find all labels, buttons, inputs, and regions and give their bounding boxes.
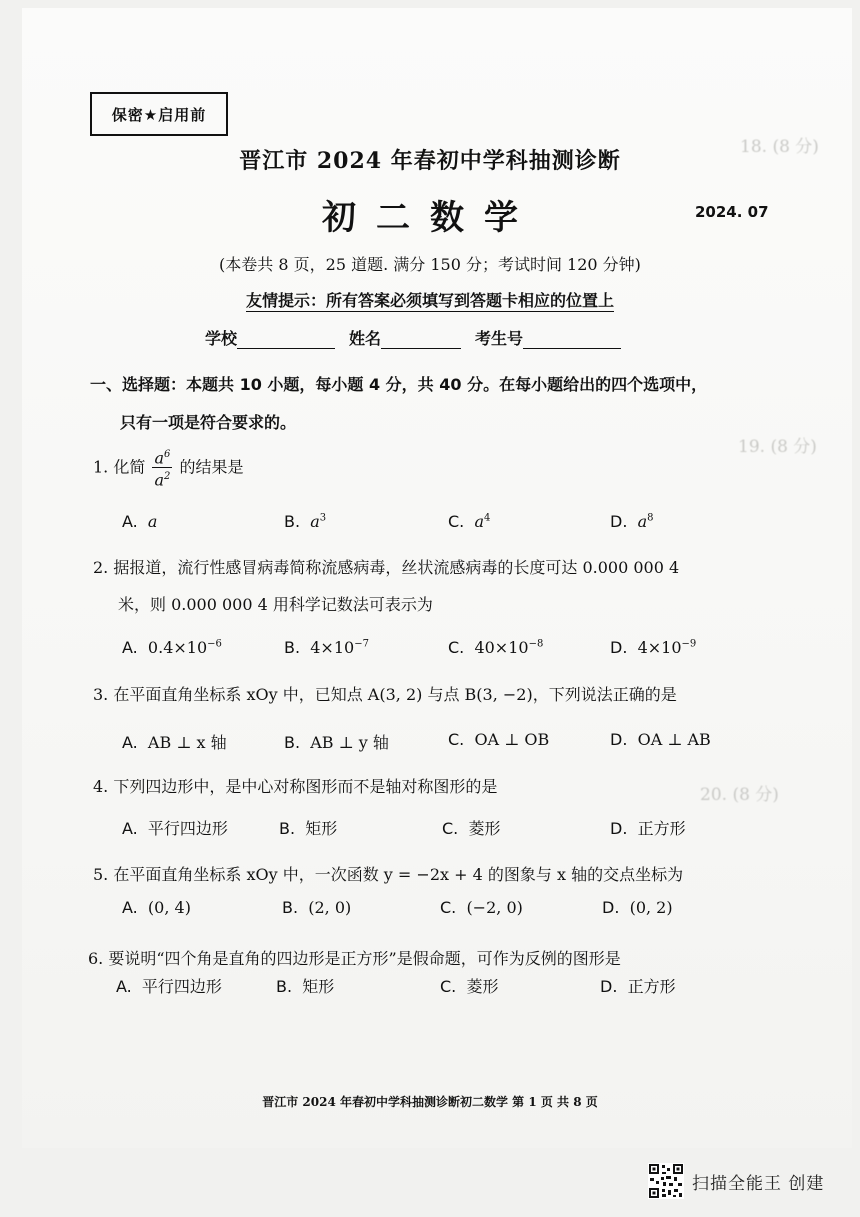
option-b: B. AB ⊥ y 轴 [284, 733, 389, 752]
school-label: 学校 [205, 329, 238, 348]
fraction: $\frac{a^6}{a^2}$ [152, 446, 172, 490]
option-d: D. (0, 2) [602, 898, 673, 917]
question-1: 1. 化简 $\frac{a^6}{a^2}$ 的结果是 [93, 446, 244, 490]
friendly-tip: 友情提示：所有答案必须填写到答题卡相应的位置上 [245, 291, 614, 310]
question-number: 5. [93, 865, 109, 884]
exam-subject: 初二数学 [322, 198, 538, 238]
question-number: 6. [88, 949, 104, 968]
option-d: D. 正方形 [600, 977, 676, 996]
question-5: 5. 在平面直角坐标系 xOy 中，一次函数 y = −2x + 4 的图象与 x 轴的交点坐标为 [93, 865, 684, 884]
option-a: A. 平行四边形 [122, 819, 228, 838]
option-b: B. 矩形 [279, 819, 338, 838]
option-c: C. 菱形 [440, 977, 499, 996]
option-c: C. $a^4$ [448, 512, 491, 531]
exam-number-blank [523, 330, 621, 349]
question-4: 4. 下列四边形中，是中心对称图形而不是轴对称图形的是 [93, 777, 498, 796]
name-label: 姓名 [349, 329, 382, 348]
question-number: 4. [93, 777, 109, 796]
exam-title: 晋江市 2024 年春初中学科抽测诊断 [239, 148, 621, 174]
option-d: D. $4\times 10^{-9}$ [610, 638, 697, 657]
option-c: C. 菱形 [442, 819, 501, 838]
question-2: 2. 据报道，流行性感冒病毒简称流感病毒，丝状流感病毒的长度可达 0.000 000 4 [93, 558, 680, 577]
question-number: 1. [93, 457, 109, 477]
option-d: D. 正方形 [610, 819, 686, 838]
bleed-through-text: 20. (8 分) [700, 785, 779, 805]
option-c: C. OA ⊥ OB [448, 730, 550, 749]
question-3: 3. 在平面直角坐标系 xOy 中，已知点 A(3, 2) 与点 B(3, −2)，下列说法正确的是 [93, 685, 677, 704]
student-fields [205, 326, 621, 349]
page-footer: 晋江市 2024 年春初中学科抽测诊断初二数学 第 1 页 共 8 页 [262, 1095, 598, 1109]
bleed-through-text: 19. (8 分) [738, 437, 817, 457]
scanner-watermark [648, 1163, 824, 1199]
option-b: B. (2, 0) [282, 898, 352, 917]
question-2-line-2: 米，则 0.000 000 4 用科学记数法可表示为 [118, 595, 433, 614]
name-blank [381, 330, 461, 349]
option-a: A. 平行四边形 [116, 977, 222, 996]
question-6: 6. 要说明“四个角是直角的四边形是正方形”是假命题，可作为反例的图形是 [88, 949, 621, 968]
question-number: 3. [93, 685, 109, 704]
option-a: A. (0, 4) [122, 898, 191, 917]
scanner-brand: 扫描全能王 创建 [692, 1173, 825, 1194]
option-a: A. a [122, 512, 158, 531]
section-heading: 一、选择题：本题共 10 小题，每小题 4 分，共 40 分。在每小题给出的四个选项中， 只有一项是符合要求的。 [90, 375, 708, 432]
option-d: D. $a^8$ [610, 512, 654, 531]
option-b: B. $4\times 10^{-7}$ [284, 638, 369, 657]
confidential-stamp: 保密★启用前 [90, 92, 228, 136]
exam-info: (本卷共 8 页，25 道题. 满分 150 分；考试时间 120 分钟) [219, 255, 641, 274]
option-c: C. (−2, 0) [440, 898, 523, 917]
qr-code-icon [648, 1163, 684, 1199]
option-a: A. AB ⊥ x 轴 [122, 733, 227, 752]
option-b: B. $a^3$ [284, 512, 327, 531]
question-number: 2. [93, 558, 109, 577]
bleed-through-text: 18. (8 分) [740, 137, 819, 157]
exam-date: 2024. 07 [695, 203, 769, 221]
school-blank [237, 330, 335, 349]
option-d: D. OA ⊥ AB [610, 730, 711, 749]
option-a: A. $0.4\times 10^{-6}$ [122, 638, 222, 657]
exam-number-label: 考生号 [475, 329, 524, 348]
option-c: C. $40\times 10^{-8}$ [448, 638, 544, 657]
option-b: B. 矩形 [276, 977, 335, 996]
